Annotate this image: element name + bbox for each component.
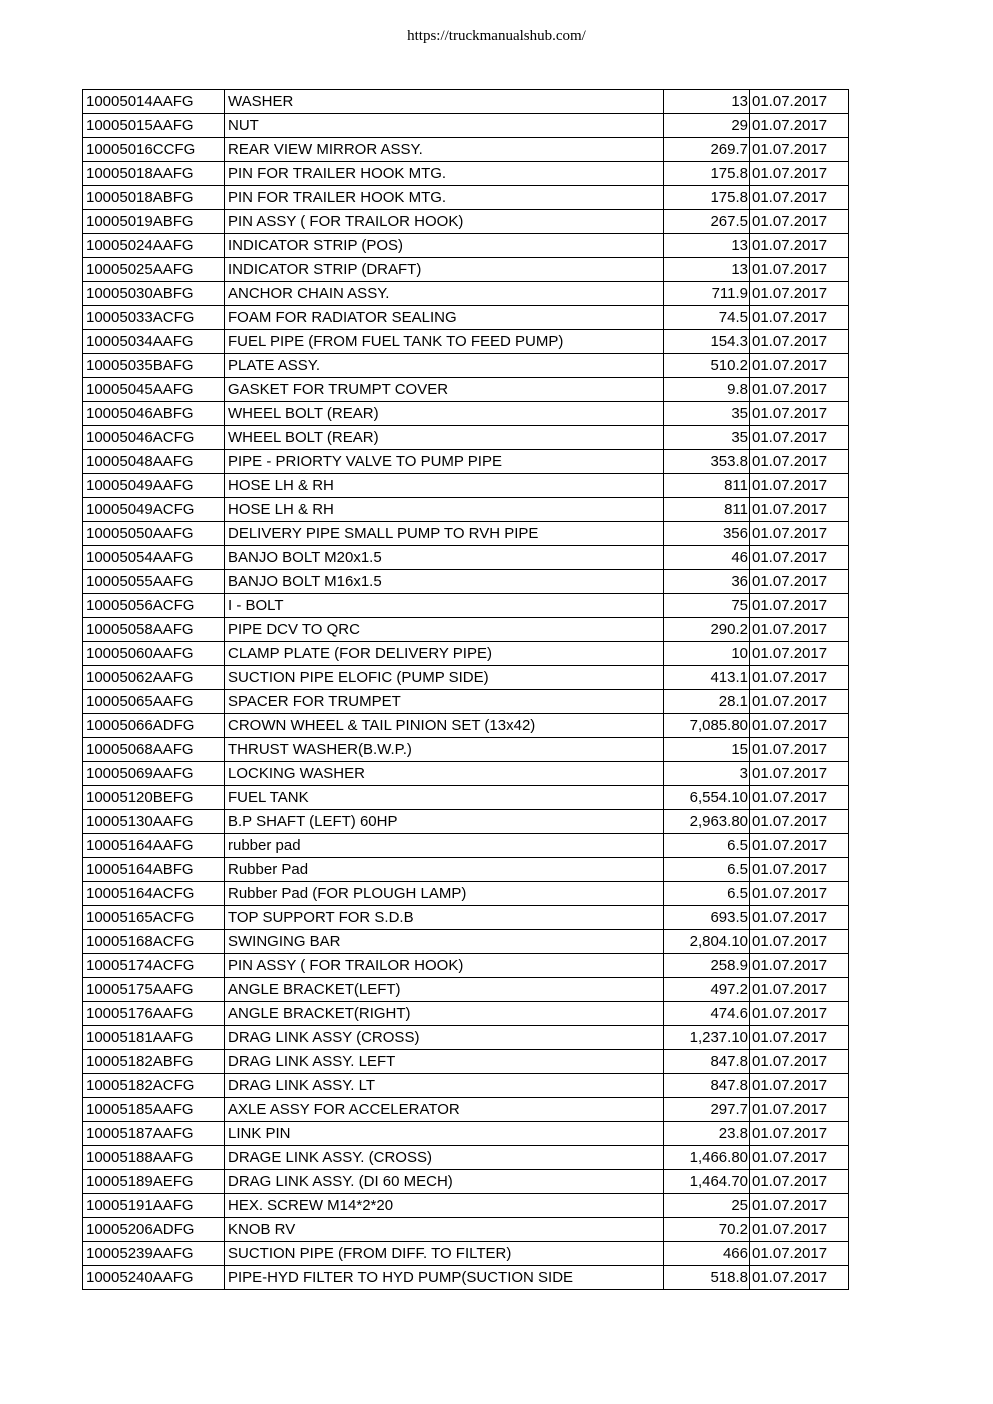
parts-table-body <box>83 90 849 1290</box>
description-cell: PIPE DCV TO QRC <box>225 618 664 642</box>
price-cell: 811 <box>664 474 750 498</box>
part-number-cell: 10005175AAFG <box>83 978 225 1002</box>
table-row <box>83 882 849 906</box>
description-cell: CROWN WHEEL & TAIL PINION SET (13x42) <box>225 714 664 738</box>
part-number-cell: 10005182ACFG <box>83 1074 225 1098</box>
effective-date-cell: 01.07.2017 <box>750 762 849 786</box>
table-row <box>83 1122 849 1146</box>
description-cell: HOSE LH & RH <box>225 474 664 498</box>
part-number-cell: 10005164AAFG <box>83 834 225 858</box>
price-cell: 15 <box>664 738 750 762</box>
effective-date-cell: 01.07.2017 <box>750 594 849 618</box>
effective-date-cell: 01.07.2017 <box>750 1002 849 1026</box>
table-row <box>83 954 849 978</box>
description-cell: DELIVERY PIPE SMALL PUMP TO RVH PIPE <box>225 522 664 546</box>
effective-date-cell: 01.07.2017 <box>750 1098 849 1122</box>
part-number-cell: 10005188AAFG <box>83 1146 225 1170</box>
description-cell: PIN FOR TRAILER HOOK MTG. <box>225 186 664 210</box>
price-cell: 811 <box>664 498 750 522</box>
price-cell: 267.5 <box>664 210 750 234</box>
table-row <box>83 858 849 882</box>
part-number-cell: 10005055AAFG <box>83 570 225 594</box>
part-number-cell: 10005185AAFG <box>83 1098 225 1122</box>
part-number-cell: 10005187AAFG <box>83 1122 225 1146</box>
effective-date-cell: 01.07.2017 <box>750 714 849 738</box>
table-row <box>83 618 849 642</box>
effective-date-cell: 01.07.2017 <box>750 330 849 354</box>
table-row <box>83 834 849 858</box>
table-row <box>83 1170 849 1194</box>
effective-date-cell: 01.07.2017 <box>750 90 849 114</box>
table-row <box>83 354 849 378</box>
effective-date-cell: 01.07.2017 <box>750 666 849 690</box>
effective-date-cell: 01.07.2017 <box>750 618 849 642</box>
price-cell: 2,804.10 <box>664 930 750 954</box>
description-cell: TOP SUPPORT FOR S.D.B <box>225 906 664 930</box>
description-cell: FUEL TANK <box>225 786 664 810</box>
table-row <box>83 90 849 114</box>
price-cell: 1,237.10 <box>664 1026 750 1050</box>
effective-date-cell: 01.07.2017 <box>750 1218 849 1242</box>
description-cell: PIPE - PRIORTY VALVE TO PUMP PIPE <box>225 450 664 474</box>
part-number-cell: 10005168ACFG <box>83 930 225 954</box>
description-cell: ANCHOR CHAIN ASSY. <box>225 282 664 306</box>
table-row <box>83 594 849 618</box>
part-number-cell: 10005018ABFG <box>83 186 225 210</box>
price-cell: 1,464.70 <box>664 1170 750 1194</box>
effective-date-cell: 01.07.2017 <box>750 546 849 570</box>
description-cell: BANJO BOLT M20x1.5 <box>225 546 664 570</box>
description-cell: PLATE ASSY. <box>225 354 664 378</box>
table-row <box>83 570 849 594</box>
price-cell: 6,554.10 <box>664 786 750 810</box>
table-row <box>83 186 849 210</box>
table-row <box>83 978 849 1002</box>
price-cell: 466 <box>664 1242 750 1266</box>
price-cell: 2,963.80 <box>664 810 750 834</box>
price-cell: 13 <box>664 234 750 258</box>
effective-date-cell: 01.07.2017 <box>750 1146 849 1170</box>
price-cell: 353.8 <box>664 450 750 474</box>
effective-date-cell: 01.07.2017 <box>750 858 849 882</box>
description-cell: FOAM FOR RADIATOR SEALING <box>225 306 664 330</box>
table-row <box>83 906 849 930</box>
table-row <box>83 234 849 258</box>
part-number-cell: 10005164ABFG <box>83 858 225 882</box>
effective-date-cell: 01.07.2017 <box>750 642 849 666</box>
part-number-cell: 10005176AAFG <box>83 1002 225 1026</box>
table-row <box>83 426 849 450</box>
effective-date-cell: 01.07.2017 <box>750 402 849 426</box>
price-cell: 70.2 <box>664 1218 750 1242</box>
table-row <box>83 1074 849 1098</box>
price-cell: 36 <box>664 570 750 594</box>
description-cell: KNOB RV <box>225 1218 664 1242</box>
part-number-cell: 10005049AAFG <box>83 474 225 498</box>
table-row <box>83 258 849 282</box>
part-number-cell: 10005066ADFG <box>83 714 225 738</box>
description-cell: PIN ASSY ( FOR TRAILOR HOOK) <box>225 210 664 234</box>
price-cell: 1,466.80 <box>664 1146 750 1170</box>
description-cell: WHEEL BOLT (REAR) <box>225 402 664 426</box>
table-row <box>83 666 849 690</box>
table-row <box>83 474 849 498</box>
table-row <box>83 402 849 426</box>
description-cell: PIN FOR TRAILER HOOK MTG. <box>225 162 664 186</box>
effective-date-cell: 01.07.2017 <box>750 426 849 450</box>
description-cell: PIN ASSY ( FOR TRAILOR HOOK) <box>225 954 664 978</box>
effective-date-cell: 01.07.2017 <box>750 1050 849 1074</box>
effective-date-cell: 01.07.2017 <box>750 882 849 906</box>
price-cell: 75 <box>664 594 750 618</box>
part-number-cell: 10005191AAFG <box>83 1194 225 1218</box>
price-cell: 29 <box>664 114 750 138</box>
table-row <box>83 210 849 234</box>
effective-date-cell: 01.07.2017 <box>750 138 849 162</box>
price-cell: 46 <box>664 546 750 570</box>
description-cell: PIPE-HYD FILTER TO HYD PUMP(SUCTION SIDE <box>225 1266 664 1290</box>
effective-date-cell: 01.07.2017 <box>750 522 849 546</box>
part-number-cell: 10005165ACFG <box>83 906 225 930</box>
effective-date-cell: 01.07.2017 <box>750 282 849 306</box>
description-cell: DRAG LINK ASSY. (DI 60 MECH) <box>225 1170 664 1194</box>
part-number-cell: 10005048AAFG <box>83 450 225 474</box>
description-cell: B.P SHAFT (LEFT) 60HP <box>225 810 664 834</box>
effective-date-cell: 01.07.2017 <box>750 786 849 810</box>
price-cell: 28.1 <box>664 690 750 714</box>
effective-date-cell: 01.07.2017 <box>750 114 849 138</box>
table-row <box>83 786 849 810</box>
part-number-cell: 10005065AAFG <box>83 690 225 714</box>
price-cell: 7,085.80 <box>664 714 750 738</box>
parts-price-table <box>82 89 849 1290</box>
effective-date-cell: 01.07.2017 <box>750 690 849 714</box>
table-row <box>83 1050 849 1074</box>
description-cell: ANGLE BRACKET(RIGHT) <box>225 1002 664 1026</box>
price-cell: 13 <box>664 90 750 114</box>
effective-date-cell: 01.07.2017 <box>750 738 849 762</box>
price-cell: 3 <box>664 762 750 786</box>
description-cell: I - BOLT <box>225 594 664 618</box>
price-cell: 711.9 <box>664 282 750 306</box>
table-row <box>83 1002 849 1026</box>
price-cell: 9.8 <box>664 378 750 402</box>
price-cell: 290.2 <box>664 618 750 642</box>
price-cell: 6.5 <box>664 882 750 906</box>
table-row <box>83 282 849 306</box>
table-row <box>83 1146 849 1170</box>
table-row <box>83 1026 849 1050</box>
price-cell: 10 <box>664 642 750 666</box>
part-number-cell: 10005046ABFG <box>83 402 225 426</box>
table-row <box>83 1266 849 1290</box>
part-number-cell: 10005014AAFG <box>83 90 225 114</box>
table-row <box>83 810 849 834</box>
price-cell: 474.6 <box>664 1002 750 1026</box>
price-cell: 6.5 <box>664 858 750 882</box>
description-cell: INDICATOR STRIP (POS) <box>225 234 664 258</box>
price-cell: 847.8 <box>664 1074 750 1098</box>
effective-date-cell: 01.07.2017 <box>750 930 849 954</box>
part-number-cell: 10005206ADFG <box>83 1218 225 1242</box>
part-number-cell: 10005045AAFG <box>83 378 225 402</box>
effective-date-cell: 01.07.2017 <box>750 1074 849 1098</box>
part-number-cell: 10005239AAFG <box>83 1242 225 1266</box>
price-cell: 154.3 <box>664 330 750 354</box>
effective-date-cell: 01.07.2017 <box>750 474 849 498</box>
effective-date-cell: 01.07.2017 <box>750 810 849 834</box>
description-cell: DRAG LINK ASSY. LEFT <box>225 1050 664 1074</box>
effective-date-cell: 01.07.2017 <box>750 234 849 258</box>
part-number-cell: 10005062AAFG <box>83 666 225 690</box>
effective-date-cell: 01.07.2017 <box>750 834 849 858</box>
part-number-cell: 10005054AAFG <box>83 546 225 570</box>
price-cell: 175.8 <box>664 186 750 210</box>
effective-date-cell: 01.07.2017 <box>750 1122 849 1146</box>
table-row <box>83 330 849 354</box>
effective-date-cell: 01.07.2017 <box>750 978 849 1002</box>
description-cell: SWINGING BAR <box>225 930 664 954</box>
table-row <box>83 690 849 714</box>
table-row <box>83 714 849 738</box>
effective-date-cell: 01.07.2017 <box>750 306 849 330</box>
part-number-cell: 10005164ACFG <box>83 882 225 906</box>
price-cell: 413.1 <box>664 666 750 690</box>
table-row <box>83 450 849 474</box>
price-cell: 847.8 <box>664 1050 750 1074</box>
effective-date-cell: 01.07.2017 <box>750 1026 849 1050</box>
part-number-cell: 10005130AAFG <box>83 810 225 834</box>
part-number-cell: 10005058AAFG <box>83 618 225 642</box>
table-row <box>83 114 849 138</box>
price-cell: 25 <box>664 1194 750 1218</box>
table-row <box>83 546 849 570</box>
description-cell: REAR VIEW MIRROR ASSY. <box>225 138 664 162</box>
table-row <box>83 522 849 546</box>
part-number-cell: 10005030ABFG <box>83 282 225 306</box>
price-cell: 356 <box>664 522 750 546</box>
part-number-cell: 10005016CCFG <box>83 138 225 162</box>
part-number-cell: 10005019ABFG <box>83 210 225 234</box>
part-number-cell: 10005181AAFG <box>83 1026 225 1050</box>
description-cell: AXLE ASSY FOR ACCELERATOR <box>225 1098 664 1122</box>
table-row <box>83 738 849 762</box>
part-number-cell: 10005069AAFG <box>83 762 225 786</box>
description-cell: FUEL PIPE (FROM FUEL TANK TO FEED PUMP) <box>225 330 664 354</box>
effective-date-cell: 01.07.2017 <box>750 450 849 474</box>
price-cell: 258.9 <box>664 954 750 978</box>
part-number-cell: 10005033ACFG <box>83 306 225 330</box>
price-cell: 269.7 <box>664 138 750 162</box>
effective-date-cell: 01.07.2017 <box>750 906 849 930</box>
part-number-cell: 10005015AAFG <box>83 114 225 138</box>
table-row <box>83 138 849 162</box>
part-number-cell: 10005024AAFG <box>83 234 225 258</box>
price-cell: 35 <box>664 402 750 426</box>
part-number-cell: 10005068AAFG <box>83 738 225 762</box>
description-cell: LINK PIN <box>225 1122 664 1146</box>
effective-date-cell: 01.07.2017 <box>750 378 849 402</box>
table-row <box>83 642 849 666</box>
price-cell: 23.8 <box>664 1122 750 1146</box>
effective-date-cell: 01.07.2017 <box>750 1194 849 1218</box>
description-cell: DRAG LINK ASSY. LT <box>225 1074 664 1098</box>
table-row <box>83 1194 849 1218</box>
effective-date-cell: 01.07.2017 <box>750 186 849 210</box>
description-cell: BANJO BOLT M16x1.5 <box>225 570 664 594</box>
description-cell: Rubber Pad (FOR PLOUGH LAMP) <box>225 882 664 906</box>
table-row <box>83 1218 849 1242</box>
effective-date-cell: 01.07.2017 <box>750 954 849 978</box>
effective-date-cell: 01.07.2017 <box>750 258 849 282</box>
description-cell: Rubber Pad <box>225 858 664 882</box>
effective-date-cell: 01.07.2017 <box>750 1170 849 1194</box>
price-cell: 74.5 <box>664 306 750 330</box>
header-url: https://truckmanualshub.com/ <box>407 28 586 44</box>
part-number-cell: 10005189AEFG <box>83 1170 225 1194</box>
price-cell: 510.2 <box>664 354 750 378</box>
price-cell: 35 <box>664 426 750 450</box>
description-cell: HOSE LH & RH <box>225 498 664 522</box>
price-cell: 297.7 <box>664 1098 750 1122</box>
part-number-cell: 10005050AAFG <box>83 522 225 546</box>
description-cell: LOCKING WASHER <box>225 762 664 786</box>
table-row <box>83 930 849 954</box>
description-cell: THRUST WASHER(B.W.P.) <box>225 738 664 762</box>
price-cell: 6.5 <box>664 834 750 858</box>
table-row <box>83 1242 849 1266</box>
table-row <box>83 162 849 186</box>
effective-date-cell: 01.07.2017 <box>750 1242 849 1266</box>
part-number-cell: 10005046ACFG <box>83 426 225 450</box>
description-cell: INDICATOR STRIP (DRAFT) <box>225 258 664 282</box>
description-cell: SUCTION PIPE (FROM DIFF. TO FILTER) <box>225 1242 664 1266</box>
effective-date-cell: 01.07.2017 <box>750 570 849 594</box>
description-cell: CLAMP PLATE (FOR DELIVERY PIPE) <box>225 642 664 666</box>
price-cell: 13 <box>664 258 750 282</box>
description-cell: WHEEL BOLT (REAR) <box>225 426 664 450</box>
table-row <box>83 498 849 522</box>
effective-date-cell: 01.07.2017 <box>750 1266 849 1290</box>
description-cell: GASKET FOR TRUMPT COVER <box>225 378 664 402</box>
effective-date-cell: 01.07.2017 <box>750 354 849 378</box>
table-row <box>83 1098 849 1122</box>
part-number-cell: 10005018AAFG <box>83 162 225 186</box>
table-row <box>83 762 849 786</box>
effective-date-cell: 01.07.2017 <box>750 498 849 522</box>
part-number-cell: 10005240AAFG <box>83 1266 225 1290</box>
description-cell: DRAGE LINK ASSY. (CROSS) <box>225 1146 664 1170</box>
price-cell: 497.2 <box>664 978 750 1002</box>
description-cell: ANGLE BRACKET(LEFT) <box>225 978 664 1002</box>
description-cell: SUCTION PIPE ELOFIC (PUMP SIDE) <box>225 666 664 690</box>
part-number-cell: 10005182ABFG <box>83 1050 225 1074</box>
description-cell: HEX. SCREW M14*2*20 <box>225 1194 664 1218</box>
effective-date-cell: 01.07.2017 <box>750 162 849 186</box>
table-row <box>83 378 849 402</box>
part-number-cell: 10005049ACFG <box>83 498 225 522</box>
description-cell: WASHER <box>225 90 664 114</box>
description-cell: rubber pad <box>225 834 664 858</box>
description-cell: NUT <box>225 114 664 138</box>
part-number-cell: 10005060AAFG <box>83 642 225 666</box>
description-cell: SPACER FOR TRUMPET <box>225 690 664 714</box>
effective-date-cell: 01.07.2017 <box>750 210 849 234</box>
price-cell: 693.5 <box>664 906 750 930</box>
part-number-cell: 10005035BAFG <box>83 354 225 378</box>
price-cell: 175.8 <box>664 162 750 186</box>
table-row <box>83 306 849 330</box>
price-cell: 518.8 <box>664 1266 750 1290</box>
part-number-cell: 10005025AAFG <box>83 258 225 282</box>
part-number-cell: 10005120BEFG <box>83 786 225 810</box>
part-number-cell: 10005056ACFG <box>83 594 225 618</box>
part-number-cell: 10005174ACFG <box>83 954 225 978</box>
part-number-cell: 10005034AAFG <box>83 330 225 354</box>
description-cell: DRAG LINK ASSY (CROSS) <box>225 1026 664 1050</box>
